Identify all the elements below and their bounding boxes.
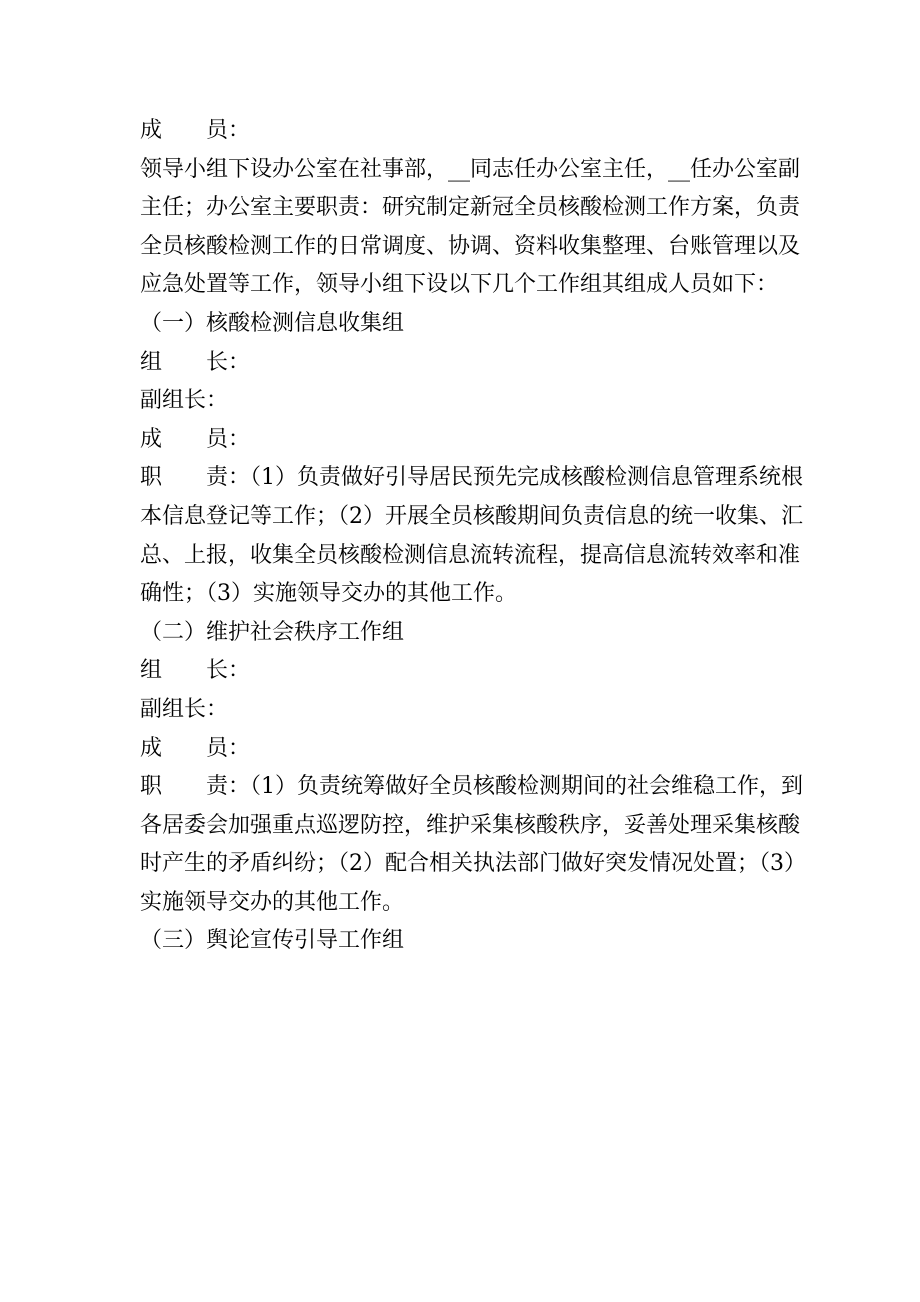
duties-line: 确性；（3）实施领导交办的其他工作。 [140, 581, 517, 607]
duties-line: 职 责：（1）负责统筹做好全员核酸检测期间的社会维稳工作，到 [140, 774, 803, 800]
document-body [140, 112, 806, 961]
paragraph-line: 全员核酸检测工作的日常调度、协调、资料收集整理、台账管理以及 [140, 233, 801, 259]
duties-line: 职 责：（1）负责做好引导居民预先完成核酸检测信息管理系统根 [140, 465, 803, 491]
duties-line: 本信息登记等工作；（2）开展全员核酸期间负责信息的统一收集、汇 [140, 503, 803, 529]
duties-line: 总、上报，收集全员核酸检测信息流转流程，提高信息流转效率和准 [140, 542, 801, 568]
section-heading: （一）核酸检测信息收集组 [140, 310, 405, 336]
deputy-leader-line: 副组长： [140, 696, 229, 722]
members-line: 成 员： [140, 426, 251, 452]
paragraph-line: 领导小组下设办公室在社事部，__同志任办公室主任，__任办公室副 [140, 156, 801, 182]
section-heading: （三）舆论宣传引导工作组 [140, 928, 405, 954]
members-line: 成 员： [140, 118, 251, 143]
paragraph-line: 应急处置等工作，领导小组下设以下几个工作组其组成人员如下： [140, 272, 779, 298]
deputy-leader-line: 副组长： [140, 388, 229, 414]
group-leader-line: 组 长： [140, 658, 251, 684]
section-heading: （二）维护社会秩序工作组 [140, 619, 405, 645]
paragraph-line: 主任；办公室主要职责：研究制定新冠全员核酸检测工作方案，负责 [140, 195, 801, 221]
members-line: 成 员： [140, 735, 251, 761]
duties-line: 各居委会加强重点巡逻防控，维护采集核酸秩序，妥善处理采集核酸 [140, 812, 801, 838]
duties-line: 时产生的矛盾纠纷；（2）配合相关执法部门做好突发情况处置；（3） [140, 851, 806, 877]
duties-line: 实施领导交办的其他工作。 [140, 889, 405, 915]
group-leader-line: 组 长： [140, 349, 251, 375]
